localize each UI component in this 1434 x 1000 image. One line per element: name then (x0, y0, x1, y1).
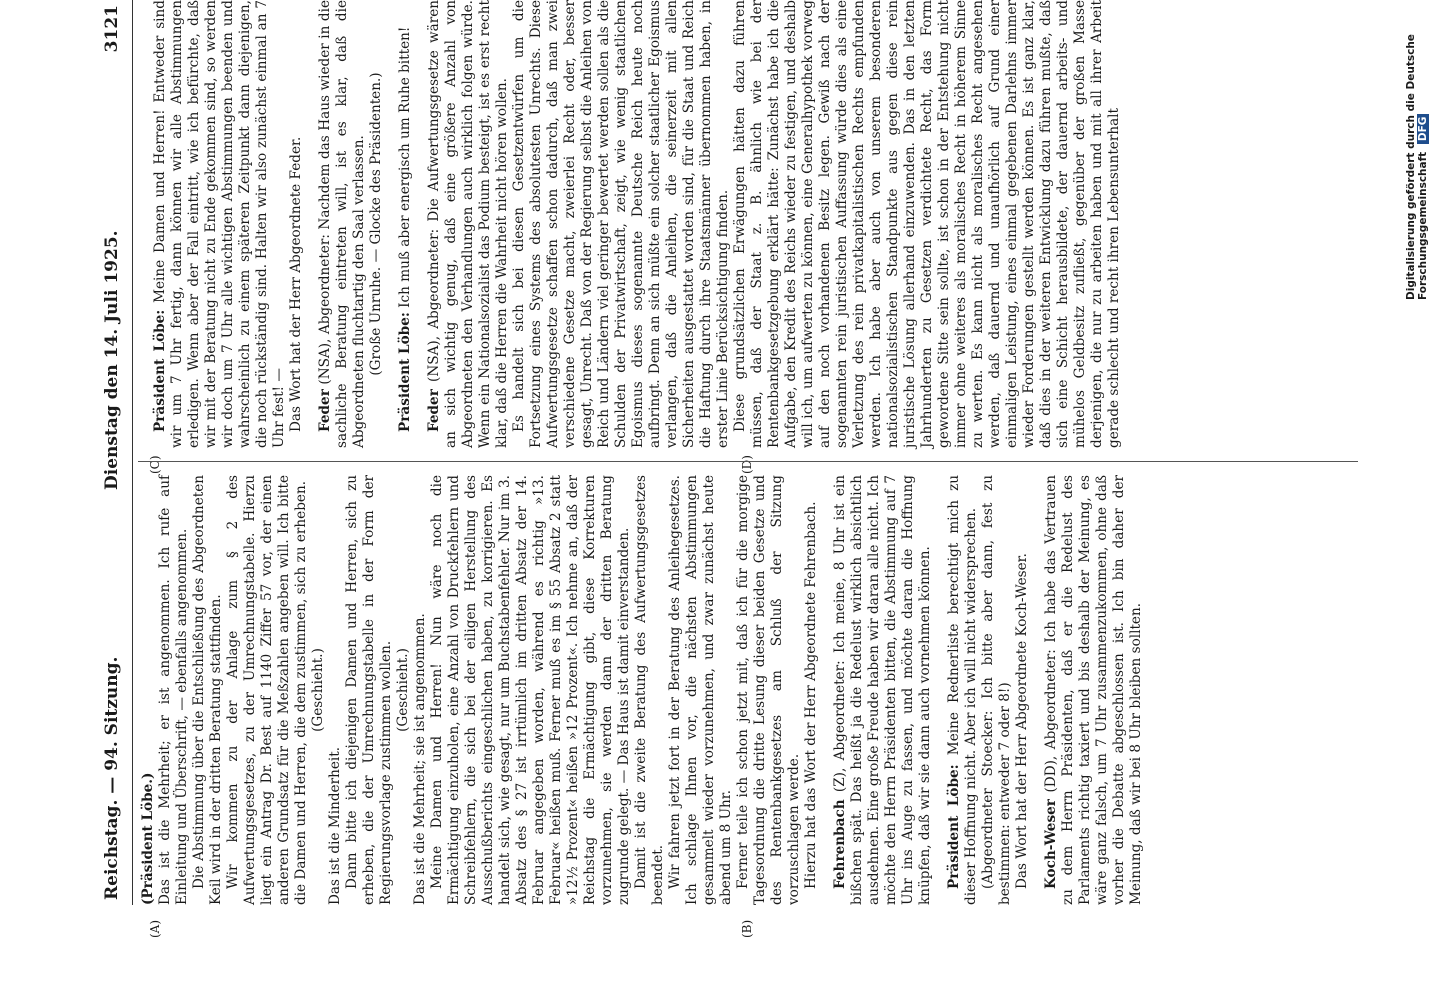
paragraph: Hierzu hat das Wort der Herr Abgeordnete Fehrenbach. (803, 501, 819, 889)
page-header (98, 0, 133, 905)
paragraph: Wir fahren jetzt fort in der Beratung des Anleihegesetzes. Ich schlage Ihnen vor, die nächsten Abstimmungen gesammelt wieder vorzunehmen, und zwar zunächst heute abend um 8 Uhr. (667, 475, 734, 905)
speech-paragraph (317, 0, 368, 448)
paragraph: Diese grundsätzlichen Erwägungen hätten dazu führen müssen, daß der Staat z. B. ähnlich wie bei der Rentenbankgesetzgebung erklärt hätte: Zunächst habe ich die Aufgabe, den Kredit des Reichs wieder zu festigen, und deshalb will ich, um aufwerten zu können, eine Generalhypothek vorweg auf den noch vorhandenen Besitz legen. Gewiß nach der sogenannten rein juristischen Auffassung würde dies als eine Verletzung des rein privatkapitalistischen Rechts empfunden werden. Ich habe aber auch von unserem besonderen nationalsozialistischen Standpunkte aus gegen diese rein juristische Lösung allerhand einzuwenden. Das in den letzten Jahrhunderten zu Gesetzen verdichtete Recht, das Form gewordene Sitte sein sollte, ist schon in der Entstehung nicht immer ohne weiteres als moralisches Recht in höherem Sinne zu werten. Es kann nicht als moralisches Recht angesehen werden, daß dauernd und unaufhörlich auf Grund einer einmaligen Leistung, eines einmal gegebenen Darlehns immer wieder Forderungen gestellt werden können. Es ist ganz klar, daß dies in der weiteren Entwicklung dazu führen mußte, daß sich eine Schicht herausbildete, der dauernd arbeits- und mühelos Geldbesitz zufließt, gegenüber der großen Masse derjenigen, die nur zu arbeiten haben und mit all ihrer Arbeit gerade schlecht und recht ihren Lebensunterhalt (732, 0, 1122, 448)
speech-text: (DD), Abgeordneter: Ich habe das Vertrauen zu dem Herrn Präsidenten, daß er die Redelust des Parlaments richtig taxiert und bis deshalb der Meinung, es wäre ganz falsch, um 7 Uhr zusammenzukommen, ohne daß vorher die Debatte abgeschlossen ist. Ich bin daher der Meinung, daß wir bei 8 Uhr bleiben sollten. (1043, 475, 1144, 905)
speech-text: Meine Damen und Herren! Entweder sind wir um 7 Uhr fertig, dann können wir alle Abstimmungen erledigen. Wenn aber der Fall eintritt, wie ich befürchte, daß wir mit der Beratung nicht zu Ende gekommen sind, so werden wir doch um 7 Uhr alle wichtigen Abstimmungen beenden und wahrscheinlich zu einem späteren Zeitpunkt dann diejenigen, die noch rückständig sind. Halten wir also zunächst einmal an 7 Uhr fest! — (152, 0, 287, 448)
margin-marker-a: (A) (148, 919, 162, 938)
column-divider (138, 461, 1358, 462)
paragraph: Ferner teile ich schon jetzt mit, daß ich für die morgige Tagesordnung die dritte Lesung dieser beiden Gesetze und des Rentenbankgesetzes am Schluß der Sitzung vorzuschlagen werde. (735, 475, 802, 905)
dfg-logo: DFG (1417, 114, 1429, 145)
paragraph: Wir kommen zu der Anlage zum § 2 des Aufwertungsgesetzes, zu der Umrechnungstabelle. Hierzu liegt ein Antrag Dr. Best auf 1140 Ziffer 57 vor, der einen anderen Grundsatz für die Meßzahlen angeben will. Ich bitte die Damen und Herren, die dem zustimmen, sich zu erheben. (225, 475, 309, 905)
speech-text: (NSA), Abgeordneter: Die Aufwertungsgesetze wären an sich wichtig genug, daß eine größere Anzahl von Abgeordneten den Verhandlungen auch wirklich folgen würde. Wenn ein Nationalsozialist das Podium besteigt, ist es erst recht klar, daß die Herren die Wahrheit nicht hören wollen. (426, 0, 510, 448)
margin-marker-c: (C) (148, 455, 162, 474)
speech-text: (NSA), Abgeordneter: Nachdem das Haus wieder in die sachliche Beratung eintreten will, ist es klar, daß die Abgeordneten fluchtartig den Saal verlassen. (317, 0, 367, 448)
margin-marker-b: (B) (740, 919, 754, 938)
digitization-text: Digitalisierung gefördert durch die Deutsche Forschungsgemeinschaft (1405, 34, 1429, 300)
speech-text: (Z), Abgeordneter: Ich meine, 8 Uhr ist ein bißchen spät. Das heißt ja die Redelust wirklich absichtlich ausdehnen. Eine große Freude haben wir daran alle nicht. Ich möchte den Herrn Präsidenten bitten, die Abstimmung auf 7 Uhr ins Auge zu fassen, und möchte daran die Hoffnung knüpfen, daß wir sie dann auch vornehmen können. (832, 474, 933, 905)
speaker-note: (Präsident Löbe.) (140, 772, 156, 905)
paragraph: Das Wort hat der Herr Abgeordnete Koch-Weser. (1014, 553, 1030, 889)
speech-paragraph (397, 0, 414, 448)
paragraph: Es handelt sich bei diesen Gesetzentwürfen um die Fortsetzung eines Systems des absolutesten Unrechts. Diese Aufwertungsgesetze schaffen schon dadurch, daß man zwei verschiedene Gesetze macht, zweierlei Recht oder, besser gesagt, Unrecht. Daß von der Regierung selbst die Anleihen von Reich und Ländern viel geringer bewertet werden sollen als die Schulden der Privatwirtschaft, zeigt, wie wenig staatlichen Egoismus dieses sogenannte Deutsche Reich heute noch aufbringt. Denn an sich müßte ein solcher staatlicher Egoismus verlangen, daß die Anleihen, die seinerzeit mit allen Sicherheiten ausgestattet worden sind, für die Staat und Reich die Haftung durch ihre Staatsmänner übernommen haben, in erster Linie Berücksichtigung finden. (511, 0, 731, 448)
speaker-name: Präsident Löbe: (946, 764, 962, 889)
header-left: Reichstag. — 94. Sitzung. (102, 656, 122, 900)
stage-direction: (Geschieht.) (310, 648, 326, 732)
paragraph: Das ist die Mehrheit; sie ist angenommen. (412, 613, 428, 905)
paragraph: Das ist die Minderheit. (327, 746, 343, 905)
left-column (140, 475, 1145, 905)
speech-paragraph (832, 475, 934, 905)
margin-marker-d: (D) (740, 455, 754, 474)
speech-paragraph (1043, 475, 1145, 905)
speaker-name: Fehrenbach (832, 799, 848, 889)
paragraph: Dann bitte ich diejenigen Damen und Herren, sich zu erheben, die der Umrechnungstabelle in der Form der Regierungsvorlage zustimmen wollen. (344, 475, 394, 905)
paragraph: Das Wort hat der Herr Abgeordnete Feder. (288, 136, 304, 432)
speaker-name: Feder (426, 389, 442, 432)
speaker-name: Koch-Weser (1043, 799, 1059, 889)
stage-direction: (Geschieht.) (395, 648, 411, 732)
speech-paragraph (152, 0, 288, 448)
speech-text: Ich muß aber energisch um Ruhe bitten! (397, 26, 413, 313)
speech-paragraph (426, 0, 511, 448)
paragraph: Das ist die Mehrheit; er ist angenommen. Ich rufe auf Einleitung und Überschrift, — ebenfalls angenommen. (157, 475, 190, 905)
stage-direction: (Große Unruhe. — Glocke des Präsidenten.) (368, 72, 384, 376)
paragraph: Die Abstimmung über die Entschließung des Abgeordneten Keil wird in der dritten Beratung stattfinden. (191, 475, 224, 905)
speech-text: Meine Rednerliste berechtigt mich zu dieser Hoffnung nicht. Aber ich will nicht widersprechen. (946, 475, 979, 905)
header-center: Dienstag den 14. Juli 1925. (102, 230, 122, 490)
speech-paragraph (946, 475, 980, 905)
speaker-name: Präsident Löbe: (152, 309, 168, 432)
page-number: 3121 (102, 5, 122, 53)
speaker-name: Feder (317, 389, 333, 432)
right-column (140, 0, 1123, 448)
interjection: (Abgeordneter Stoecker: Ich bitte aber dann, fest zu bestimmen: entweder 7 oder 8!) (980, 475, 1013, 905)
paragraph: Meine Damen und Herren! Nun wäre noch die Ermächtigung einzuholen, eine Anzahl von Druckfehlern und Schreibfehlern, die sich bei der eiligen Herstellung des Ausschußberichts eingeschlichen haben, zu korrigieren. Es handelt sich, wie gesagt, nur um Buchstabenfehler. Nur im 3. Absatz des § 27 ist irrtümlich im dritten Absatz der 14. Februar angegeben worden, während es richtig »13. Februar« heißen muß. Ferner muß es im § 55 Absatz 2 statt »12½ Prozent« heißen »12 Prozent«. Ich nehme an, daß der Reichstag die Ermächtigung gibt, diese Korrekturen vorzunehmen, sie werden dann der dritten Beratung zugrunde gelegt. — Das Haus ist damit einverstanden. (429, 475, 632, 905)
speaker-name: Präsident Löbe: (397, 312, 413, 432)
digitization-note (1405, 0, 1427, 300)
paragraph: Damit ist die zweite Beratung des Aufwertungsgesetzes beendet. (633, 475, 666, 905)
